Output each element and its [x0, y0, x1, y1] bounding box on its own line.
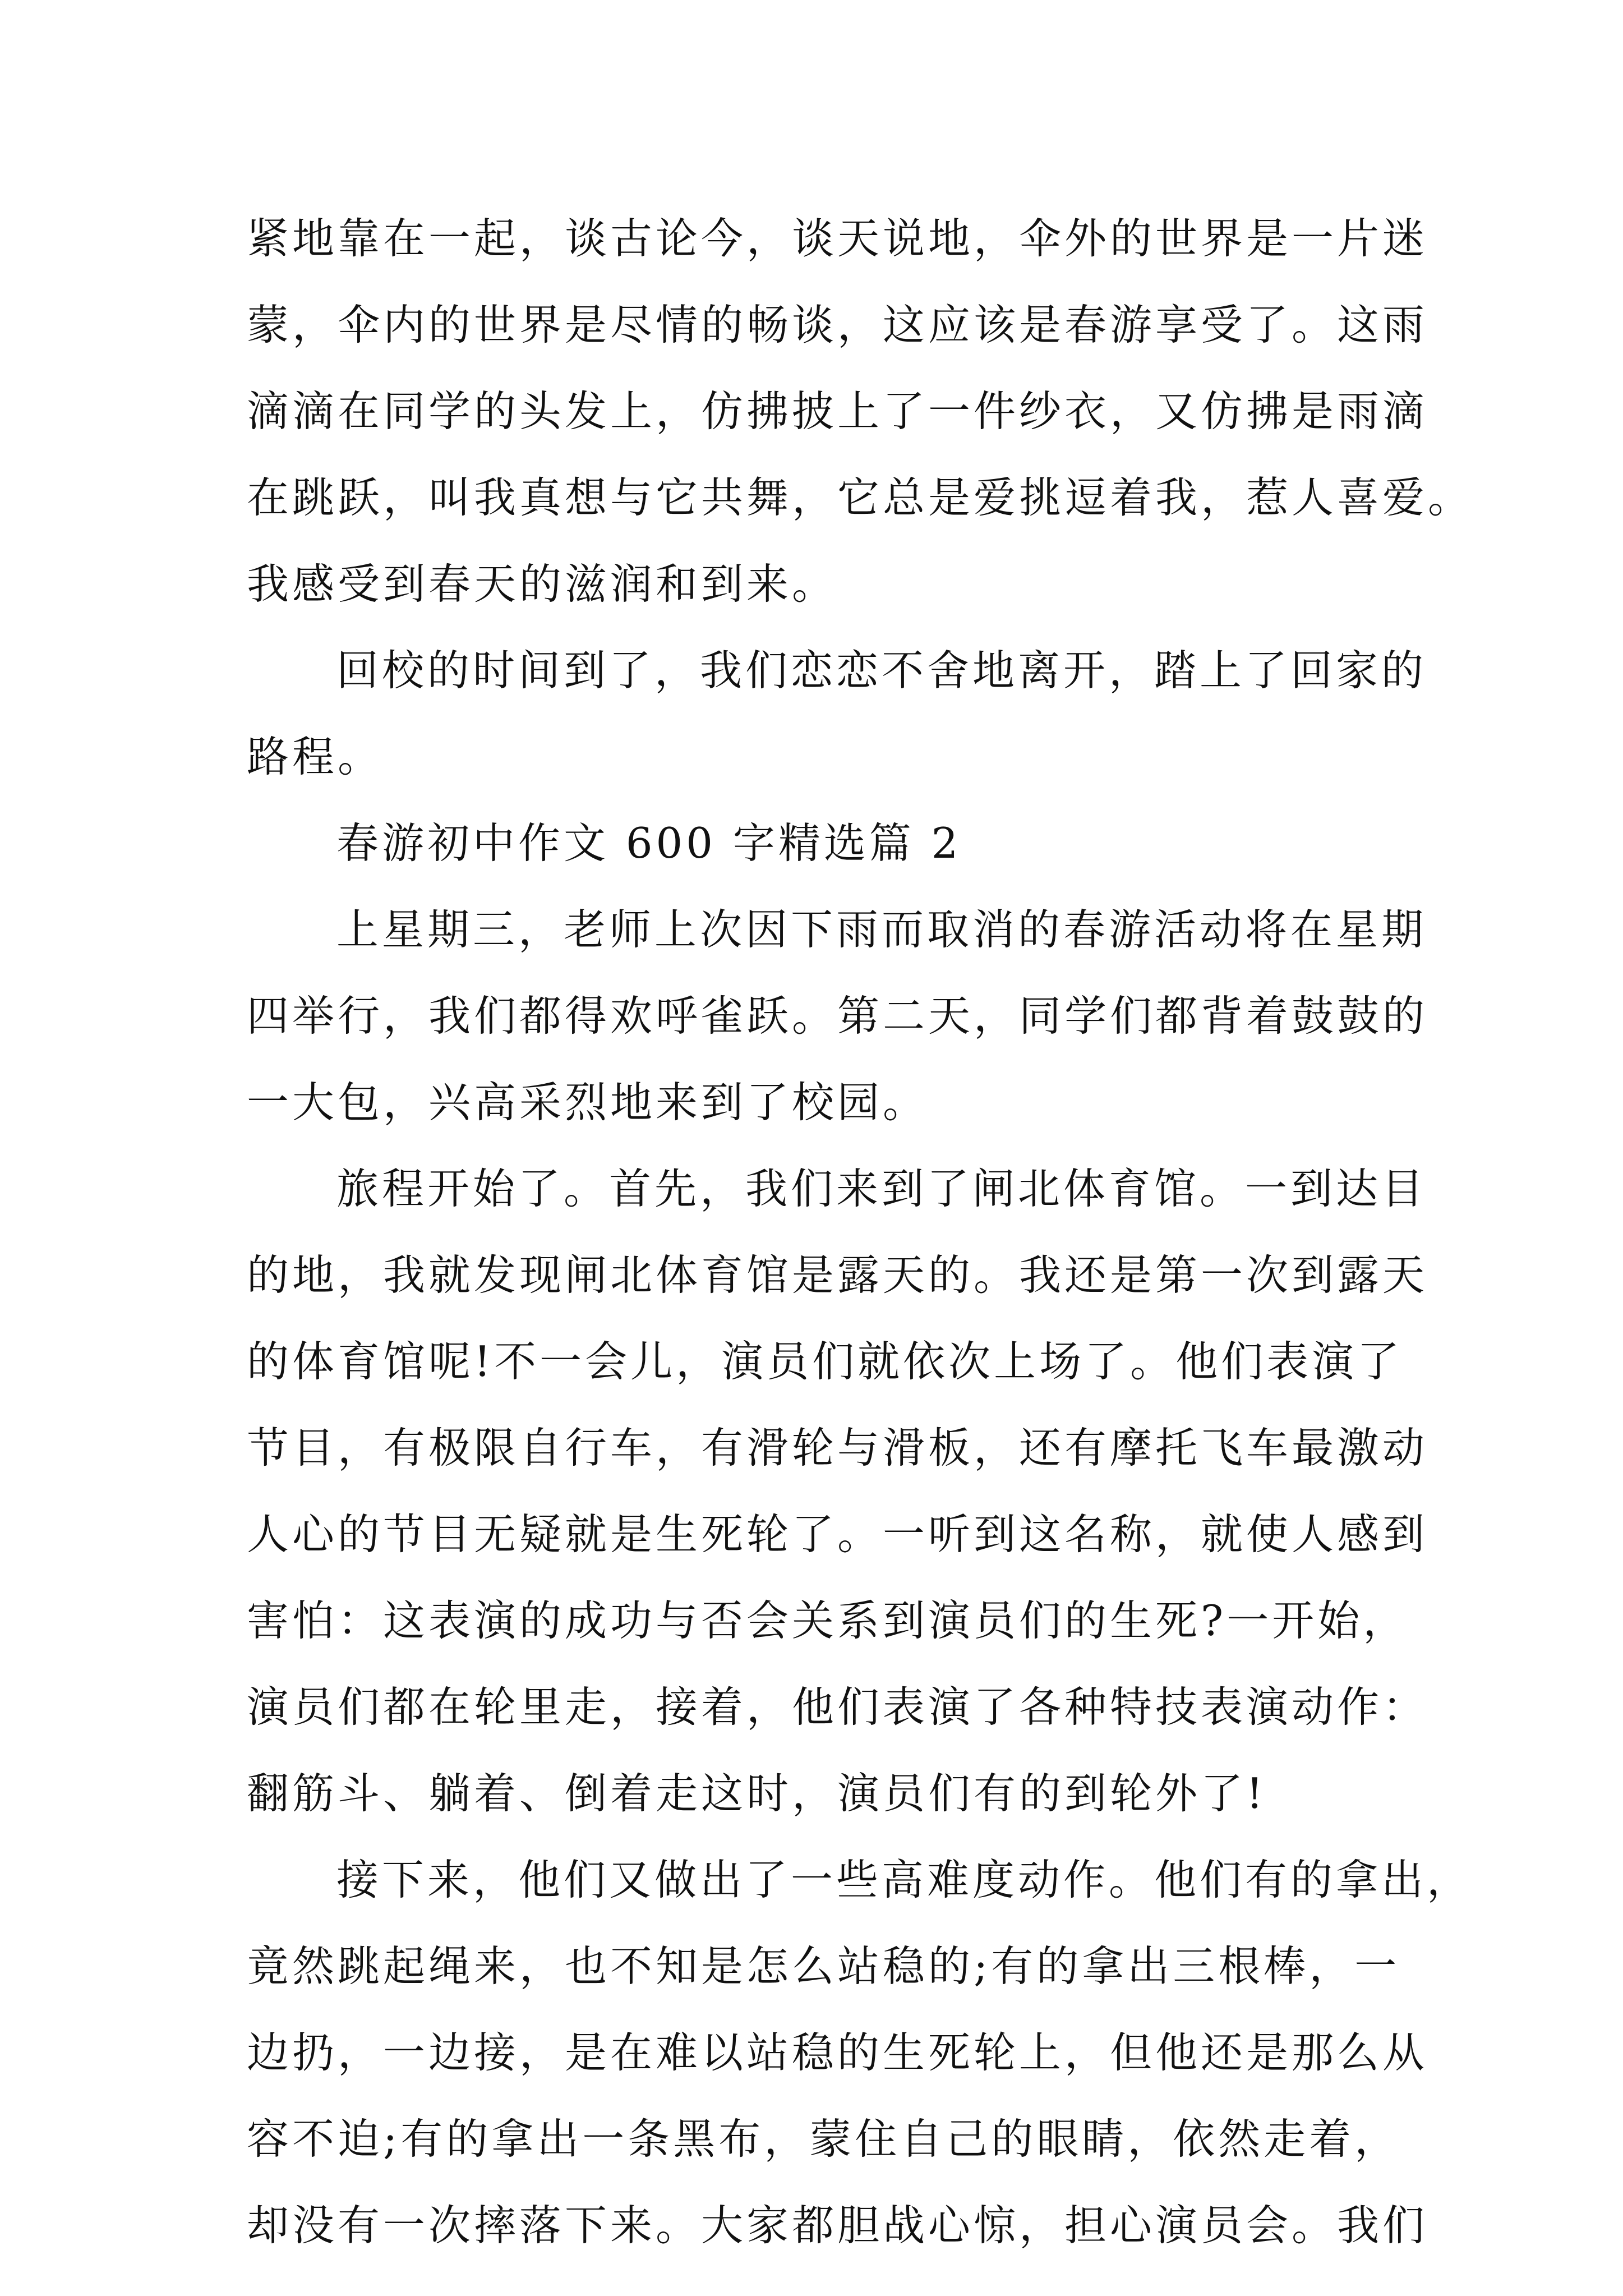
text-line: 一大包，兴高采烈地来到了校园。 [247, 1078, 929, 1127]
paragraph-start-line: 旅程开始了。首先，我们来到了闸北体育馆。一到达目 [336, 1164, 1427, 1213]
text-line: 紧地靠在一起，谈古论今，谈天说地，伞外的世界是一片迷 [247, 214, 1428, 263]
text-line: 节目，有极限自行车，有滑轮与滑板，还有摩托飞车最激动 [247, 1423, 1428, 1473]
text-line: 容不迫;有的拿出一条黑布，蒙住自己的眼睛，依然走着， [247, 2114, 1400, 2164]
text-line: 竟然跳起绳来，也不知是怎么站稳的;有的拿出三根棒，一 [247, 1941, 1400, 1991]
text-line: 人心的节目无疑就是生死轮了。一听到这名称，就使人感到 [247, 1510, 1428, 1559]
paragraph-start-line: 上星期三，老师上次因下雨而取消的春游活动将在星期 [336, 905, 1427, 954]
essay-body [247, 195, 1474, 2269]
text-line: 在跳跃，叫我真想与它共舞，它总是爱挑逗着我，惹人喜爱。 [247, 473, 1474, 522]
text-line: 滴滴在同学的头发上，仿拂披上了一件纱衣，又仿拂是雨滴 [247, 386, 1428, 436]
text-line: 演员们都在轮里走，接着，他们表演了各种特技表演动作： [247, 1682, 1428, 1732]
text-line: 蒙，伞内的世界是尽情的畅谈，这应该是春游享受了。这雨 [247, 300, 1428, 349]
text-line: 我感受到春天的滋润和到来。 [247, 559, 838, 609]
text-line: 害怕：这表演的成功与否会关系到演员们的生死?一开始， [247, 1596, 1409, 1645]
section-heading: 春游初中作文 600 字精选篇 2 [336, 818, 962, 868]
paragraph-start-line: 接下来，他们又做出了一些高难度动作。他们有的拿出， [336, 1855, 1473, 1904]
paragraph-start-line: 回校的时间到了，我们恋恋不舍地离开，踏上了回家的 [336, 646, 1427, 695]
text-line: 的体育馆呢!不一会儿，演员们就依次上场了。他们表演了 [247, 1337, 1403, 1386]
text-line: 路程。 [247, 732, 384, 781]
text-line: 却没有一次摔落下来。大家都胆战心惊，担心演员会。我们 [247, 2201, 1428, 2250]
text-line: 的地，我就发现闸北体育馆是露天的。我还是第一次到露天 [247, 1250, 1428, 1300]
text-line: 四举行，我们都得欢呼雀跃。第二天，同学们都背着鼓鼓的 [247, 991, 1428, 1041]
text-line: 边扔，一边接，是在难以站稳的生死轮上，但他还是那么从 [247, 2028, 1428, 2077]
text-line: 翻筋斗、躺着、倒着走这时，演员们有的到轮外了! [247, 1769, 1267, 1818]
